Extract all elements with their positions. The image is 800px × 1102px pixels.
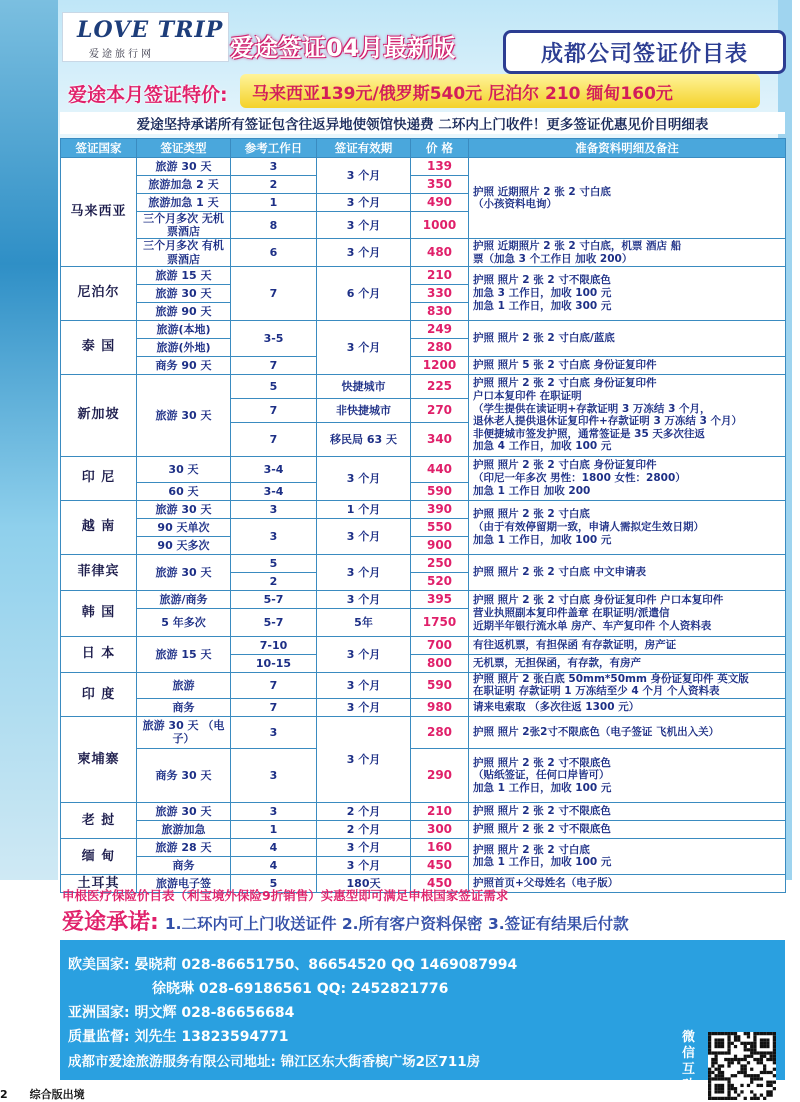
work-days-cell: 3 [231,518,317,554]
table-row [61,554,786,572]
table-row [61,820,786,838]
note-line: 护照 照片 5 张 2 寸白底 身份证复印件 [473,358,657,371]
country-cell: 印 尼 [61,456,137,500]
note-line: （印尼一年多次 男性：1800 女性：2800） [473,471,686,484]
note-line: 护照 照片 2 张 2 寸不限底色 [473,805,611,818]
note-line: 非便捷城市签发护照，通常签证是 35 天多次往返 [473,427,705,440]
page-footer [0,1086,85,1102]
column-header: 价 格 [411,139,469,158]
visa-type-cell: 旅游/商务 [137,590,231,608]
page-number: 2 [0,1088,8,1101]
country-cell: 尼泊尔 [61,266,137,320]
visa-type-cell: 60 天 [137,482,231,500]
column-header: 签证类型 [137,139,231,158]
price-cell: 520 [411,572,469,590]
special-label: 爱途本月签证特价: [68,84,228,106]
table-row [61,838,786,856]
visa-type-cell: 5 年多次 [137,608,231,636]
work-days-cell: 5-7 [231,608,317,636]
column-header: 签证有效期 [317,139,411,158]
country-cell: 老 挝 [61,802,137,838]
work-days-cell: 7 [231,266,317,320]
visa-type-cell: 旅游(本地) [137,320,231,338]
work-days-cell: 2 [231,572,317,590]
visa-type-cell: 旅游(外地) [137,338,231,356]
validity-cell: 3 个月 [317,636,411,672]
work-days-cell: 10-15 [231,654,317,672]
note-line: 户口本复印件 在职证明 [473,390,582,403]
work-days-cell: 1 [231,194,317,212]
visa-type-cell: 旅游 28 天 [137,838,231,856]
price-cell: 225 [411,374,469,398]
price-cell: 1750 [411,608,469,636]
table-row [61,636,786,654]
price-cell: 830 [411,302,469,320]
price-cell: 980 [411,698,469,716]
notes-cell [469,874,786,892]
notes-cell [469,654,786,672]
table-row [61,500,786,518]
table-header-row [61,139,786,158]
notes-cell [469,802,786,820]
price-cell: 139 [411,158,469,176]
promise-text: 1.二环内可上门收送证件 2.所有客户资料保密 3.签证有结果后付款 [164,915,629,933]
price-cell: 800 [411,654,469,672]
validity-cell: 3 个月 [317,320,411,374]
column-header: 准备资料明细及备注 [469,139,786,158]
contact-quality: 质量监督: 刘先生 13823594771 [68,1029,289,1045]
price-cell: 480 [411,239,469,266]
price-cell: 300 [411,820,469,838]
notes-cell [469,838,786,874]
validity-cell: 3 个月 [317,518,411,554]
visa-type-cell: 旅游 30 天 [137,802,231,820]
visa-type-cell: 旅游 30 天 [137,554,231,590]
special-text: 马来西亚139元/俄罗斯540元 尼泊尔 210 缅甸160元 [252,84,673,104]
price-cell: 210 [411,802,469,820]
visa-type-cell: 旅游电子签 [137,874,231,892]
price-cell: 250 [411,554,469,572]
country-cell: 新加坡 [61,374,137,456]
notes-cell [469,748,786,802]
note-line: 护照 照片 2张2寸不限底色（电子签证 飞机出入关） [473,726,720,739]
price-cell: 210 [411,266,469,284]
table-row [61,356,786,374]
note-line: 退休老人提供退休证复印件+存款证明 3 万冻结 3 个月） [473,415,743,428]
visa-type-cell: 30 天 [137,456,231,482]
visa-type-cell: 旅游 [137,672,231,698]
validity-cell: 2 个月 [317,802,411,820]
notes-cell [469,590,786,636]
column-header: 签证国家 [61,139,137,158]
note-line: 请来电索取 （多次往返 1300 元） [473,701,640,714]
validity-cell: 3 个月 [317,239,411,266]
promise-label: 爱途承诺: [62,910,159,935]
visa-type-cell: 旅游 15 天 [137,266,231,284]
price-cell: 280 [411,716,469,748]
note-line: 加急 1 工作日，加收 100 元 [473,856,612,869]
validity-cell: 6 个月 [317,266,411,320]
company-address: 成都市爱途旅游服务有限公司地址: 锦江区东大街香槟广场2区711房 [68,1054,481,1070]
note-line: 无机票，无担保函，有存款，有房产 [473,656,641,669]
price-cell: 590 [411,482,469,500]
visa-type-cell: 90 天单次 [137,518,231,536]
table-row [61,590,786,608]
visa-type-cell: 旅游 30 天 [137,500,231,518]
wechat-qr-code[interactable] [708,1032,776,1100]
table-row [61,320,786,338]
work-days-cell: 7 [231,672,317,698]
country-cell: 印 度 [61,672,137,716]
visa-type-cell: 旅游 30 天 [137,374,231,456]
work-days-cell: 3 [231,158,317,176]
visa-type-cell: 商务 [137,856,231,874]
column-header: 参考工作日 [231,139,317,158]
visa-type-cell: 90 天多次 [137,536,231,554]
price-cell: 590 [411,672,469,698]
price-cell: 350 [411,176,469,194]
table-row [61,672,786,698]
visa-type-cell: 旅游加急 [137,820,231,838]
note-line: 加急 1 工作日，加收 100 元 [473,781,612,794]
price-cell: 280 [411,338,469,356]
table-row [61,266,786,284]
price-cell: 1000 [411,212,469,239]
price-cell: 900 [411,536,469,554]
validity-cell: 3 个月 [317,838,411,856]
validity-cell: 180天 [317,874,411,892]
table-body [61,158,786,893]
work-days-cell: 5 [231,554,317,572]
work-days-cell: 2 [231,176,317,194]
note-line: 加急 3 工作日，加收 100 元 [473,286,612,299]
validity-cell: 3 个月 [317,158,411,194]
note-line: 护照 照片 2 张 2 寸不限底色 [473,823,611,836]
country-cell: 韩 国 [61,590,137,636]
headline: 爱途签证04月最新版 [230,34,456,62]
visa-type-cell: 旅游加急 2 天 [137,176,231,194]
note-line: 营业执照副本复印件盖章 在职证明/派遣信 [473,606,670,619]
note-line: 护照 照片 2 张 2 寸白底 [473,508,590,521]
work-days-cell: 6 [231,239,317,266]
visa-type-cell: 商务 [137,698,231,716]
palm-beach-photo [0,0,58,880]
contact-europe-2: 徐晓琳 028-69186561 QQ: 2452821776 [152,981,449,997]
visa-type-cell: 旅游加急 1 天 [137,194,231,212]
contact-europe: 欧美国家: 晏晓莉 028-86651750、86654520 QQ 1469087994 [68,957,518,973]
table-row [61,698,786,716]
note-line: 有往返机票，有担保函 有存款证明，房产证 [473,638,677,651]
table-row [61,716,786,748]
price-cell: 700 [411,636,469,654]
note-line: 加急 4 工作日，加收 100 元 [473,440,612,453]
work-days-cell: 3 [231,716,317,748]
note-line: （由于有效停留期一致，申请人需拟定生效日期） [473,520,704,533]
work-days-cell: 5 [231,374,317,398]
validity-cell: 3 个月 [317,194,411,212]
note-line: 护照 照片 2 张 2 寸白底 身份证复印件 [473,377,657,390]
table-row [61,802,786,820]
note-line: 护照 照片 2 张白底 50mm*50mm 身份证复印件 英文版 [473,672,749,685]
notes-cell [469,356,786,374]
contact-panel [60,940,785,1093]
contact-asia: 亚洲国家: 明文辉 028-86656684 [68,1005,295,1021]
visa-type-cell: 三个月多次 无机票酒店 [137,212,231,239]
country-cell: 越 南 [61,500,137,554]
notes-cell [469,820,786,838]
work-days-cell: 3-4 [231,482,317,500]
note-line: 加急 1 工作日，加收 100 元 [473,533,612,546]
visa-type-cell: 商务 90 天 [137,356,231,374]
price-cell: 160 [411,838,469,856]
price-cell: 450 [411,874,469,892]
visa-price-table [60,138,786,893]
work-days-cell: 7 [231,422,317,456]
price-cell: 490 [411,194,469,212]
visa-type-cell: 旅游 30 天 [137,158,231,176]
country-cell: 马来西亚 [61,158,137,267]
work-days-cell: 3 [231,748,317,802]
validity-cell: 非快捷城市 [317,398,411,422]
note-line: 护照 照片 2 张 2 寸白底 身份证复印件 [473,459,657,472]
validity-cell: 3 个月 [317,456,411,500]
visa-type-cell: 商务 30 天 [137,748,231,802]
table-row [61,748,786,802]
price-cell: 249 [411,320,469,338]
notes-cell [469,716,786,748]
note-line: 加急 1 工作日，加收 300 元 [473,299,612,312]
country-cell: 泰 国 [61,320,137,374]
logo-main: LOVE TRIP [77,17,224,43]
price-cell: 440 [411,456,469,482]
validity-cell: 3 个月 [317,698,411,716]
note-line: 护照 照片 2 张 2 寸白底 身份证复印件 户口本复印件 [473,594,724,607]
notes-cell [469,266,786,320]
note-line: （贴纸签证，任何口岸皆可） [473,769,610,782]
note-line: 护照 照片 2 张 2 寸白底 [473,843,590,856]
work-days-cell: 3-5 [231,320,317,356]
insurance-notice: 申根医疗保险价目表（利宝境外保险9折销售）实惠型即可满足申根国家签证需求 [62,888,509,903]
visa-type-cell: 旅游 30 天 （电子） [137,716,231,748]
country-cell: 柬埔寨 [61,716,137,802]
price-cell: 395 [411,590,469,608]
validity-cell: 3 个月 [317,672,411,698]
validity-cell: 5年 [317,608,411,636]
price-cell: 270 [411,398,469,422]
work-days-cell: 1 [231,820,317,838]
notes-cell [469,698,786,716]
note-line: 护照 照片 2 张 2 寸白底 中文申请表 [473,565,647,578]
work-days-cell: 4 [231,856,317,874]
price-cell: 1200 [411,356,469,374]
visa-type-cell: 旅游 15 天 [137,636,231,672]
validity-cell: 1 个月 [317,500,411,518]
section-name: 综合版出境 [29,1088,85,1101]
notes-cell [469,672,786,698]
table-row [61,158,786,176]
note-line: 护照 近期照片 2 张 2 寸白底，机票 酒店 船 [473,239,682,252]
validity-cell: 3 个月 [317,716,411,802]
price-cell: 550 [411,518,469,536]
validity-cell: 移民局 63 天 [317,422,411,456]
notes-cell [469,239,786,266]
price-cell: 290 [411,748,469,802]
country-cell: 缅 甸 [61,838,137,874]
validity-cell: 3 个月 [317,856,411,874]
note-line: （学生提供在读证明+存款证明 3 万冻结 3 个月， [473,402,711,415]
country-cell: 日 本 [61,636,137,672]
notes-cell [469,456,786,500]
work-days-cell: 3-4 [231,456,317,482]
visa-type-cell: 旅游 90 天 [137,302,231,320]
notes-cell [469,374,786,456]
note-line: 护照首页+父母姓名（电子版） [473,877,619,890]
note-line: 加急 1 工作日 加收 200 [473,484,591,497]
work-days-cell: 7 [231,398,317,422]
price-cell: 390 [411,500,469,518]
table-row [61,374,786,398]
work-days-cell: 7 [231,698,317,716]
table-row [61,239,786,266]
visa-type-cell: 三个月多次 有机票酒店 [137,239,231,266]
work-days-cell: 7 [231,356,317,374]
work-days-cell: 7-10 [231,636,317,654]
work-days-cell: 4 [231,838,317,856]
notes-cell [469,554,786,590]
validity-cell: 快捷城市 [317,374,411,398]
notes-cell [469,500,786,554]
validity-cell: 3 个月 [317,554,411,590]
note-line: 护照 照片 2 张 2 寸白底/蓝底 [473,331,615,344]
price-cell: 330 [411,284,469,302]
note-line: 在职证明 存款证明 1 万冻结至少 4 个月 个人资料表 [473,685,720,698]
work-days-cell: 3 [231,802,317,820]
note-line: （小孩资料电询） [473,198,557,211]
note-line: 票（加急 3 个工作日 加收 200） [473,252,633,265]
validity-cell: 3 个月 [317,212,411,239]
notes-cell [469,636,786,654]
visa-type-cell: 旅游 30 天 [137,284,231,302]
page-title: 成都公司签证价目表 [503,30,786,74]
price-cell: 340 [411,422,469,456]
note-line: 护照 照片 2 张 2 寸不限底色 [473,756,611,769]
note-line: 近期半年银行流水单 房产、车产复印件 个人资料表 [473,619,712,632]
work-days-cell: 5-7 [231,590,317,608]
lovetrip-logo [62,12,229,62]
note-line: 护照 照片 2 张 2 寸不限底色 [473,274,611,287]
wechat-label: 微信互动 [682,1030,696,1093]
work-days-cell: 8 [231,212,317,239]
notes-cell [469,320,786,356]
work-days-cell: 5 [231,874,317,892]
note-line: 护照 近期照片 2 张 2 寸白底 [473,185,611,198]
table-row [61,456,786,482]
price-cell: 450 [411,856,469,874]
validity-cell: 3 个月 [317,590,411,608]
country-cell: 土耳其 [61,874,137,892]
promise-strip: 爱途坚持承诺所有签证包含往返异地使领馆快递费 二环内上门收件！更多签证优惠见价目明细表 [60,112,785,134]
work-days-cell: 3 [231,500,317,518]
notes-cell [469,158,786,239]
logo-sub: 爱途旅行网 [89,49,154,60]
validity-cell: 2 个月 [317,820,411,838]
country-cell: 菲律宾 [61,554,137,590]
promise-line [62,905,629,936]
